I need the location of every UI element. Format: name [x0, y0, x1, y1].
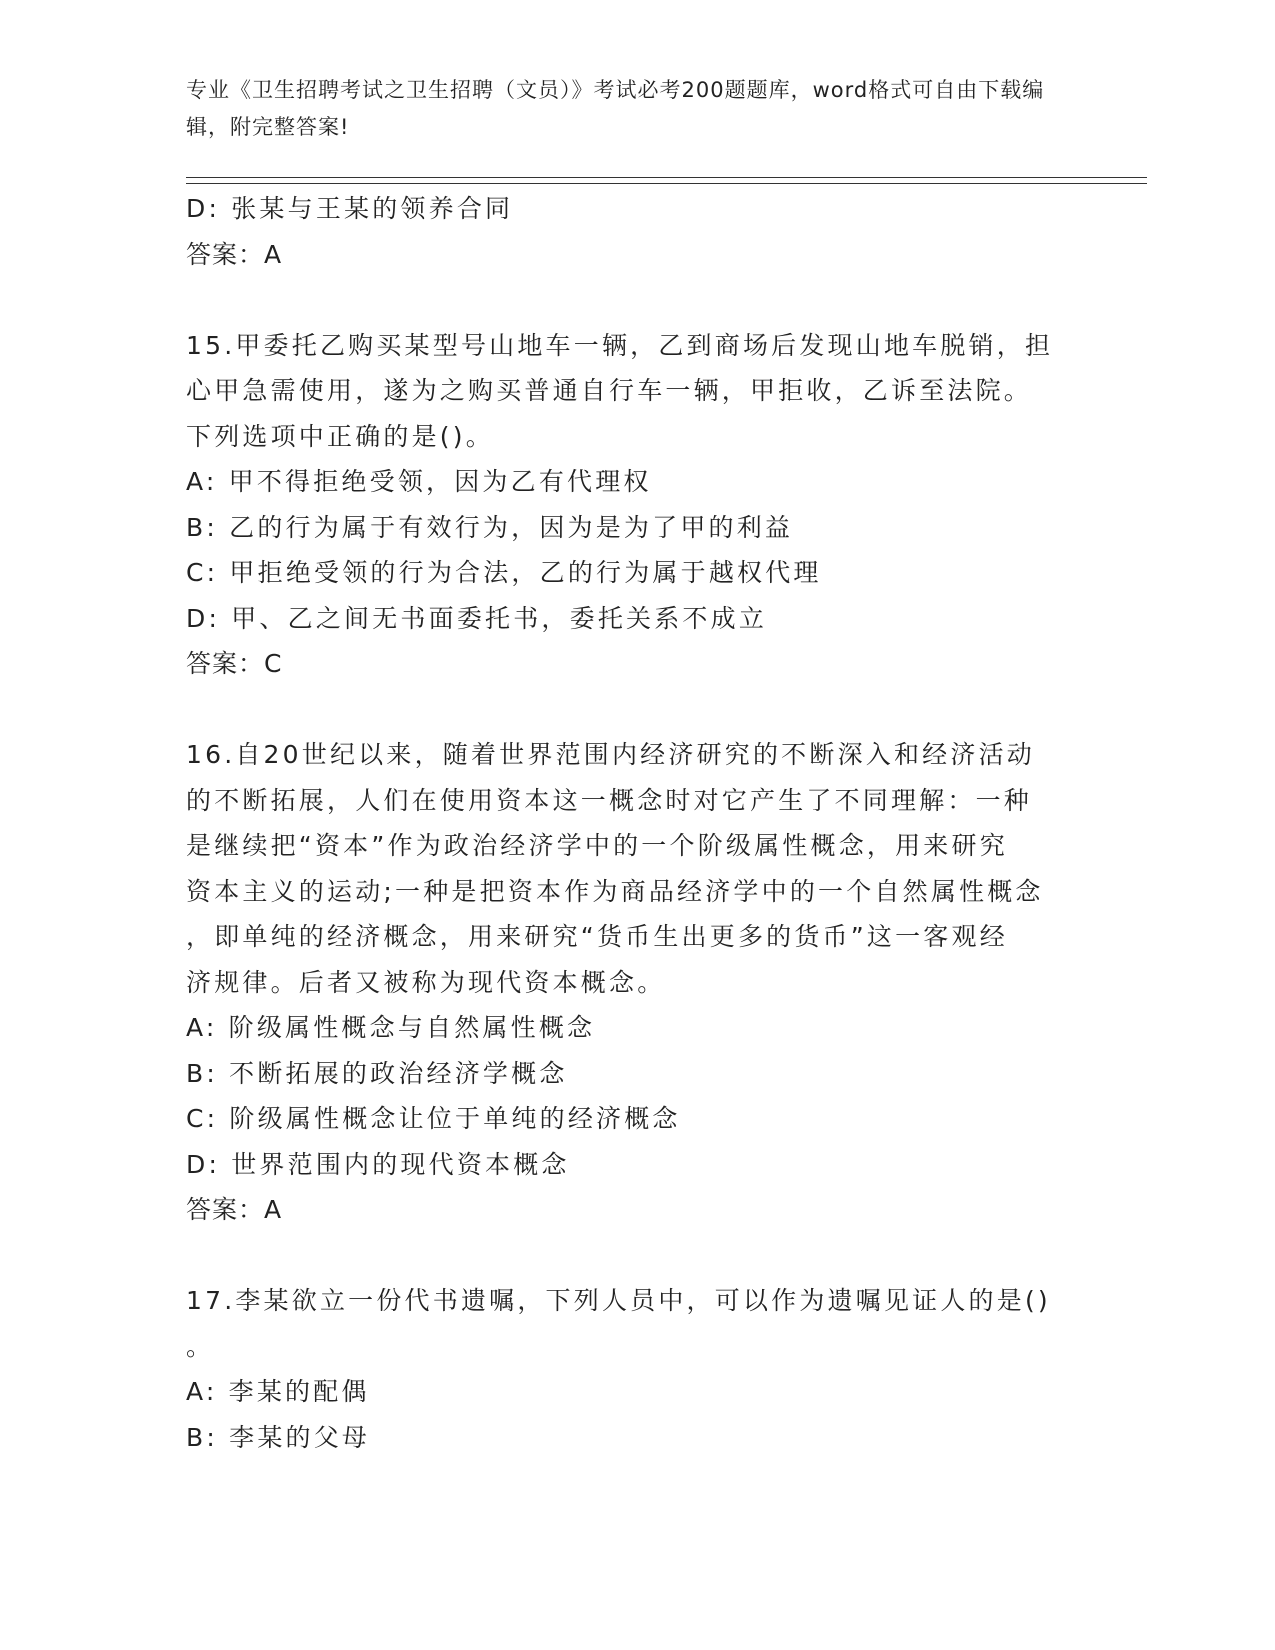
stem-line: 的不断拓展，人们在使用资本这一概念时对它产生了不同理解：一种 [186, 785, 1033, 815]
question-17 [186, 1278, 1086, 1460]
stem-line: 是继续把“资本”作为政治经济学中的一个阶级属性概念，用来研究 [186, 831, 1008, 860]
option-a: A: 甲不得拒绝受领，因为乙有代理权 [186, 467, 652, 496]
answer-line: 答案：C [186, 649, 283, 678]
stem-line: 16.自20世纪以来，随着世界范围内经济研究的不断深入和经济活动 [186, 740, 1035, 769]
option-b: B: 乙的行为属于有效行为，因为是为了甲的利益 [186, 512, 794, 542]
answer-line: 答案：A [186, 1195, 283, 1224]
question-15 [186, 323, 1086, 687]
option-d: D: 张某与王某的领养合同 [186, 194, 514, 223]
stem-line: 资本主义的运动;一种是把资本作为商品经济学中的一个自然属性概念 [186, 876, 1044, 906]
stem-line: 下列选项中正确的是()。 [186, 421, 494, 451]
option-c: C: 甲拒绝受领的行为合法，乙的行为属于越权代理 [186, 558, 822, 587]
option-a: A: 阶级属性概念与自然属性概念 [186, 1013, 596, 1042]
stem-line: 济规律。后者又被称为现代资本概念。 [186, 967, 666, 997]
option-c: C: 阶级属性概念让位于单纯的经济概念 [186, 1104, 681, 1133]
stem-line: ，即单纯的经济概念，用来研究“货币生出更多的货币”这一客观经 [186, 922, 1008, 951]
question-16 [186, 732, 1086, 1233]
stem-line: 心甲急需使用，遂为之购买普通自行车一辆，甲拒收，乙诉至法院。 [186, 376, 1033, 405]
spacer [186, 687, 1086, 733]
option-d: D: 甲、乙之间无书面委托书，委托关系不成立 [186, 603, 768, 633]
spacer [186, 277, 1086, 323]
stem-line: 17.李某欲立一份代书遗嘱，下列人员中，可以作为遗嘱见证人的是() [186, 1286, 1051, 1315]
option-b: B: 李某的父母 [186, 1422, 371, 1452]
question-stem [186, 732, 1066, 1005]
question-list [186, 186, 1086, 1460]
stem-line: 。 [186, 1331, 215, 1361]
stem-line: 15.甲委托乙购买某型号山地车一辆，乙到商场后发现山地车脱销，担 [186, 330, 1054, 360]
question-14-fragment [186, 186, 1086, 277]
answer-line: 答案：A [186, 239, 283, 269]
header-title: 专业《卫生招聘考试之卫生招聘（文员）》考试必考200题题库，word格式可自由下载编辑，附完整答案! [186, 78, 1045, 139]
spacer [186, 1233, 1086, 1279]
option-b: B: 不断拓展的政治经济学概念 [186, 1058, 568, 1088]
option-d: D: 世界范围内的现代资本概念 [186, 1149, 570, 1179]
question-stem [186, 323, 1066, 460]
option-a: A: 李某的配偶 [186, 1377, 370, 1406]
header-divider [186, 177, 1147, 184]
document-header [186, 72, 1066, 146]
question-stem [186, 1278, 1066, 1369]
